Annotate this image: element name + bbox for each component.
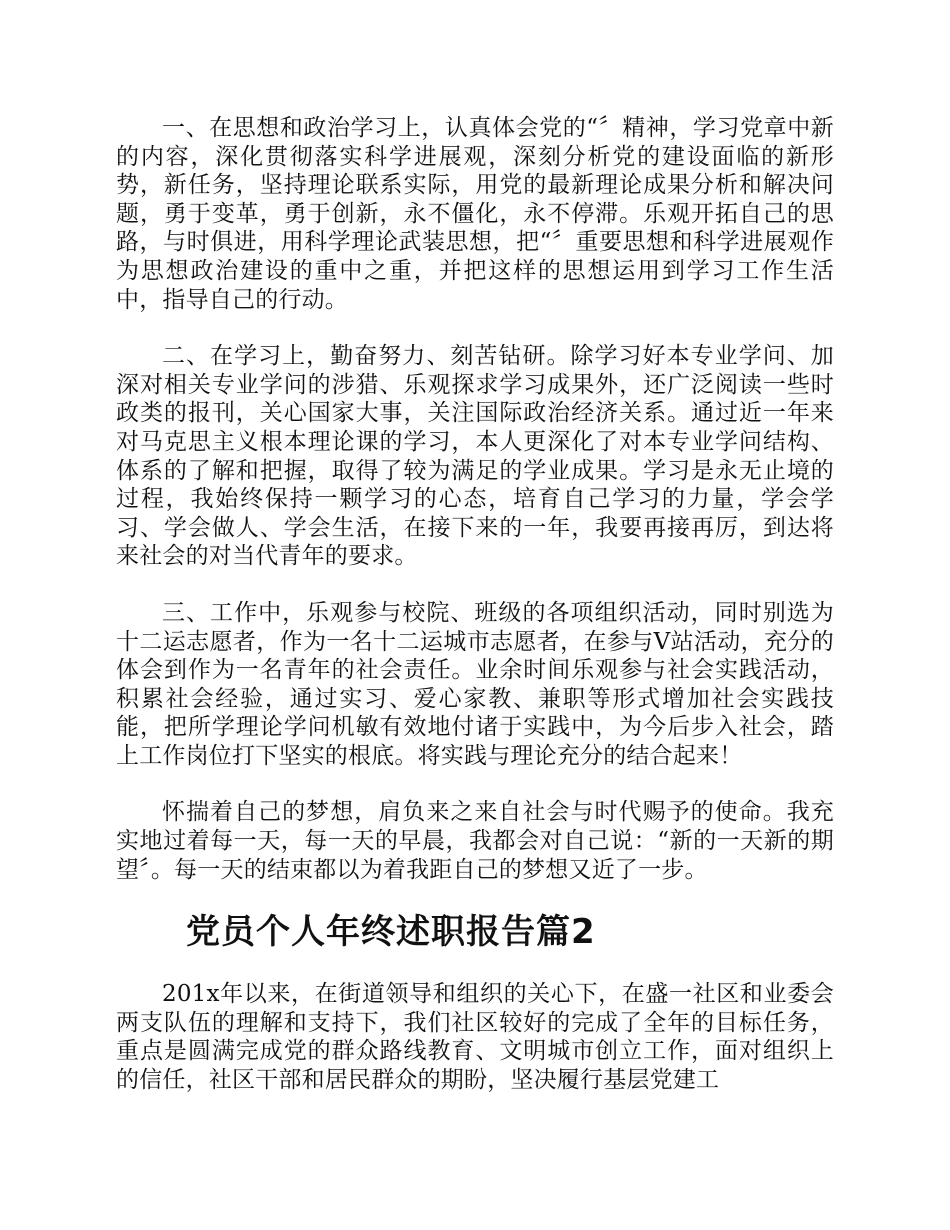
paragraph-thought-politics: 一、在思想和政治学习上，认真体会党的“〞精神，学习党章中新的内容，深化贯彻落实科学进展观，深刻分析党的建设面临的新形势，新任务，坚持理论联系实际，用党的最新理论成果分析和解决问题，勇于变革，勇于创新，永不僵化，永不停滞。乐观开拓自己的思路，与时俱进，用科学理论武装思想，把“〞重要思想和科学进展观作为思想政治建设的重中之重，并把这样的思想运用到学习工作生活中，指导自己的行动。 bbox=[116, 115, 834, 313]
paragraph-study: 二、在学习上，勤奋努力、刻苦钻研。除学习好本专业学问、加深对相关专业学问的涉猎、乐观探求学习成果外，还广泛阅读一些时政类的报刊，关心国家大事，关注国际政治经济关系。通过近一年来对马克思主义根本理论课的学习，本人更深化了对本专业学问结构、体系的了解和把握，取得了较为满足的学业成果。学习是永无止境的过程，我始终保持一颗学习的心态，培育自己学习的力量，学会学习、学会做人、学会生活，在接下来的一年，我要再接再厉，到达将来社会的对当代青年的要求。 bbox=[116, 343, 834, 570]
paragraph-gap bbox=[116, 571, 834, 599]
document-body bbox=[116, 114, 834, 1095]
paragraph-dream: 怀揣着自己的梦想，肩负来之来自社会与时代赐予的使命。我充实地过着每一天，每一天的早晨，我都会对自己说：“新的一天新的期望〞。每一天的结束都以为着我距自己的梦想又近了一步。 bbox=[116, 799, 834, 883]
paragraph-gap bbox=[116, 770, 834, 798]
paragraph-work: 三、工作中，乐观参与校院、班级的各项组织活动，同时别选为十二运志愿者，作为一名十二运城市志愿者，在参与V站活动，充分的体会到作为一名青年的社会责任。业余时间乐观参与社会实践活动，积累社会经验，通过实习、爱心家教、兼职等形式增加社会实践技能，把所学理论学问机敏有效地付诸于实践中，为今后步入社会，踏上工作岗位打下坚实的根底。将实践与理论充分的结合起来！ bbox=[116, 599, 834, 769]
paragraph-community-report: 201x年以来，在街道领导和组织的关心下，在盛一社区和业委会两支队伍的理解和支持下，我们社区较好的完成了全年的目标任务，重点是圆满完成党的群众路线教育、文明城市创立工作，面对组织上的信任，社区干部和居民群众的期盼，坚决履行基层党建工 bbox=[116, 981, 834, 1094]
heading-gap bbox=[116, 956, 834, 980]
section-heading: 党员个人年终述职报告篇2 bbox=[186, 912, 596, 953]
paragraph-gap bbox=[116, 314, 834, 342]
heading-gap bbox=[116, 884, 834, 908]
